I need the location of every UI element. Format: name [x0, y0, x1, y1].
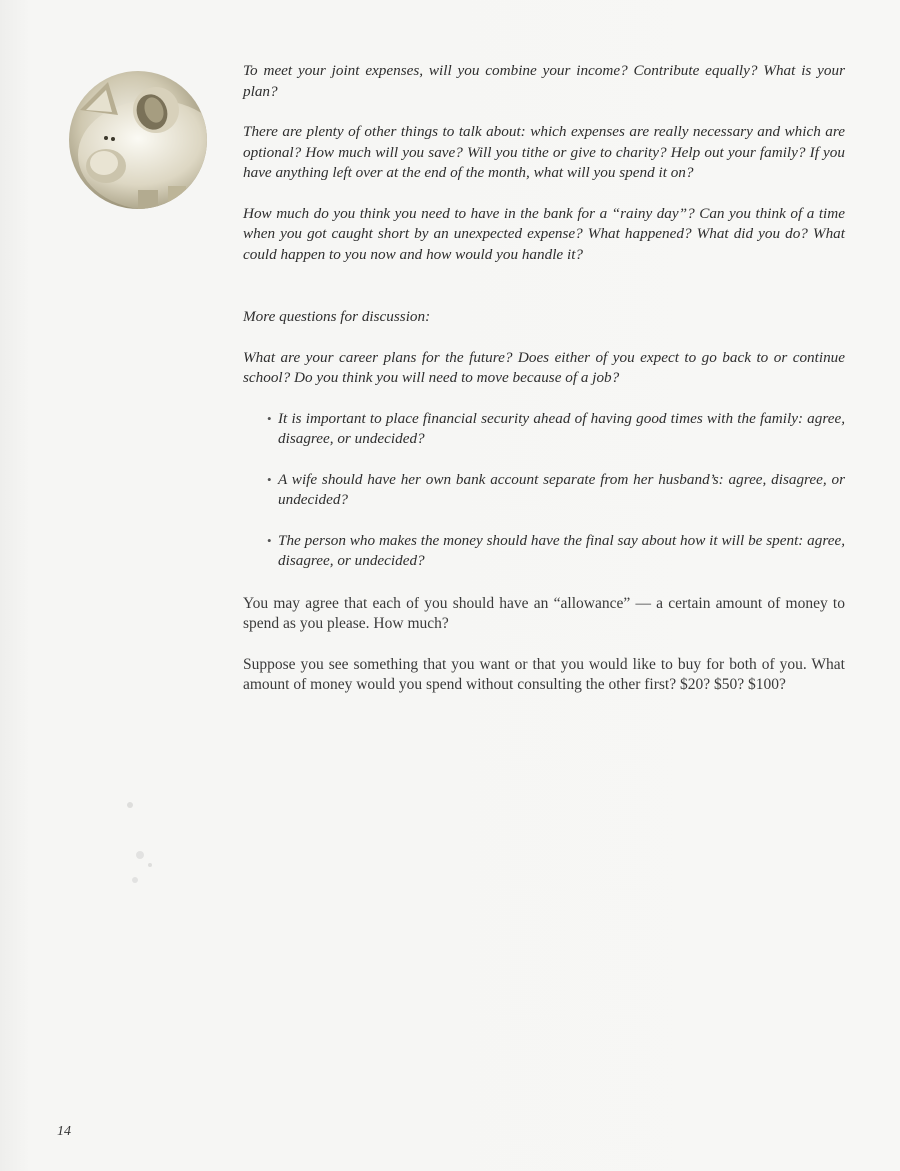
paragraph-rainy-day: How much do you think you need to have in the bank for a “rainy day”? Can you think of a time when you got caught short by an unexpected expense? What happened? What did you do? What could happen to you now and how would you handle it?	[243, 204, 845, 263]
statement-text: The person who makes the money should have the final say about how it will be spent: agree, disagree, or undecided?	[278, 531, 845, 569]
smudge-mark	[110, 795, 180, 895]
statement-text: It is important to place financial security ahead of having good times with the family: agree, disagree, or undecided?	[278, 409, 845, 447]
paragraph-career: What are your career plans for the future? Does either of you expect to go back to or continue school? Do you think you will need to move because of a job?	[243, 348, 845, 386]
paragraph-spend-without-consulting: Suppose you see something that you want or that you would like to buy for both of you. What amount of money would you spend without consulting the other first? $20? $50? $100?	[243, 655, 845, 693]
bullet-icon: •	[267, 532, 272, 548]
statement-text: A wife should have her own bank account separate from her husband’s: agree, disagree, or undecided?	[278, 470, 845, 508]
page-number: 14	[57, 1124, 71, 1139]
list-item	[267, 531, 845, 572]
list-item	[267, 470, 845, 511]
main-text	[243, 61, 845, 696]
statement-list	[243, 409, 845, 572]
paragraph-plan: To meet your joint expenses, will you combine your income? Contribute equally? What is your plan?	[243, 62, 845, 100]
bullet-icon: •	[267, 410, 272, 426]
piggy-bank-image	[68, 70, 208, 210]
paragraph-other-things: There are plenty of other things to talk about: which expenses are really necessary and which are optional? How much will you save? Will you tithe or give to charity? Help out your family? If you have anything left over at the end of the month, what will you spend it on?	[243, 123, 845, 181]
paragraph-allowance: You may agree that each of you should have an “allowance” — a certain amount of money to spend as you please. How much?	[243, 594, 845, 632]
list-item	[267, 409, 845, 450]
bullet-icon: •	[267, 471, 272, 487]
section-heading: More questions for discussion:	[243, 308, 431, 325]
